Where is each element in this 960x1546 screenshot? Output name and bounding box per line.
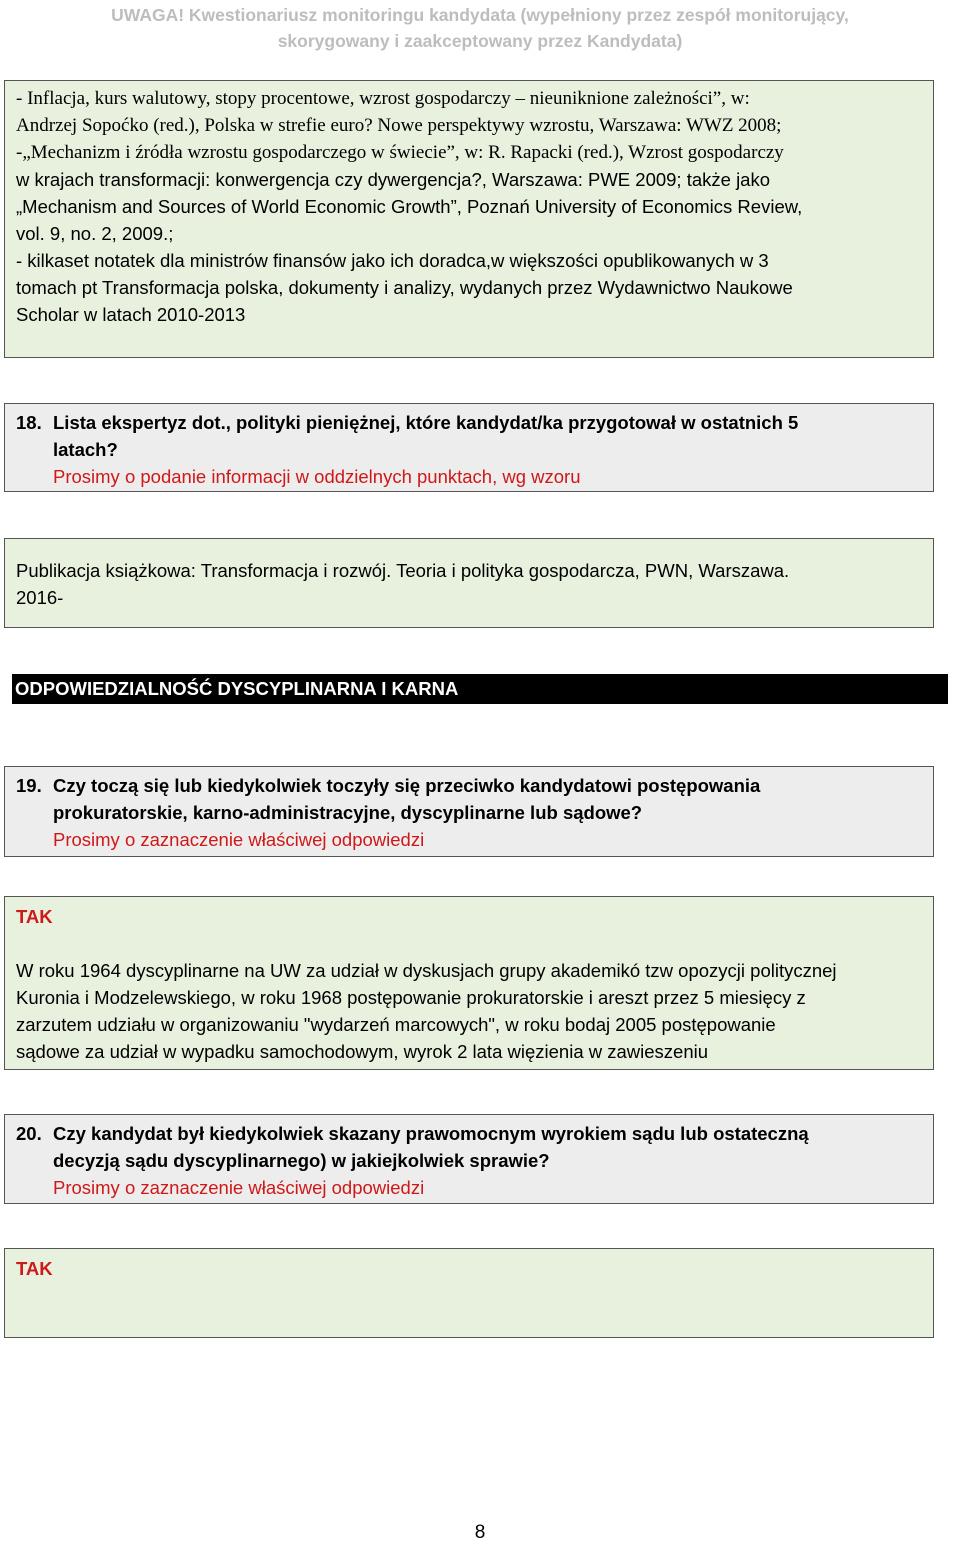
answer-value: TAK [16, 906, 53, 927]
pub-line-7: - kilkaset notatek dla ministrów finansów jako ich doradca,w większości opublikowanych w 3 [16, 250, 769, 271]
answer-20-box [4, 1248, 934, 1338]
pub-line-5: „Mechanism and Sources of World Economic Growth”, Poznań University of Economics Review, [16, 196, 803, 217]
answer-19-box [4, 896, 934, 1070]
answer-line-3: zarzutem udziału w organizowaniu "wydarzeń marcowych", w roku bodaj 2005 postępowanie [16, 1014, 776, 1035]
question-number: 19. [16, 775, 42, 796]
header-line-2: skorygowany i zaakceptowany przez Kandydata) [277, 31, 683, 51]
question-text-2: latach? [53, 439, 118, 460]
publications-answer-box [4, 80, 934, 358]
question-20-box [4, 1114, 934, 1204]
question-18-box [4, 403, 934, 492]
section-banner: ODPOWIEDZIALNOŚĆ DYSCYPLINARNA I KARNA [12, 674, 948, 704]
question-instruction: Prosimy o podanie informacji w oddzielnych punktach, wg wzoru [53, 466, 581, 487]
question-text-1: Czy toczą się lub kiedykolwiek toczyły się przeciwko kandydatowi postępowania [53, 775, 761, 796]
header-line-1: UWAGA! Kwestionariusz monitoringu kandydata (wypełniony przez zespół monitorujący, [111, 5, 849, 25]
question-instruction: Prosimy o zaznaczenie właściwej odpowiedzi [53, 1177, 425, 1198]
page-number: 8 [474, 1522, 486, 1543]
pub-line-8: tomach pt Transformacja polska, dokumenty i analizy, wydanych przez Wydawnictwo Naukowe [16, 277, 793, 298]
question-instruction: Prosimy o zaznaczenie właściwej odpowiedzi [53, 829, 425, 850]
answer-line-2: 2016- [16, 587, 64, 608]
pub-line-1: - Inflacja, kurs walutowy, stopy procentowe, wzrost gospodarczy – nieuniknione zależności”, w: [16, 88, 750, 109]
page-header [0, 2, 960, 54]
question-text-1: Czy kandydat był kiedykolwiek skazany prawomocnym wyrokiem sądu lub ostateczną [53, 1123, 809, 1144]
question-text-2: prokuratorskie, karno-administracyjne, dyscyplinarne lub sądowe? [53, 802, 643, 823]
question-text-2: decyzją sądu dyscyplinarnego) w jakiejkolwiek sprawie? [53, 1150, 550, 1171]
question-19-box [4, 766, 934, 857]
pub-line-4: w krajach transformacji: konwergencja czy dywergencja?, Warszawa: PWE 2009; także jako [16, 169, 771, 190]
answer-line-1: W roku 1964 dyscyplinarne na UW za udział w dyskusjach grupy akademikó tzw opozycji politycznej [16, 960, 837, 981]
pub-line-3: -„Mechanizm i źródła wzrostu gospodarczego w świecie”, w: R. Rapacki (red.), Wzrost gospodarczy [16, 142, 784, 163]
answer-line-2: Kuronia i Modzelewskiego, w roku 1968 postępowanie prokuratorskie i areszt przez 5 miesięcy z [16, 987, 806, 1008]
pub-line-2: Andrzej Sopoćko (red.), Polska w strefie euro? Nowe perspektywy wzrostu, Warszawa: WWZ 2008; [16, 115, 782, 136]
question-number: 20. [16, 1123, 42, 1144]
answer-line-1: Publikacja książkowa: Transformacja i rozwój. Teoria i polityka gospodarcza, PWN, Warszawa. [16, 560, 790, 581]
pub-line-6: vol. 9, no. 2, 2009.; [16, 223, 174, 244]
answer-line-4: sądowe za udział w wypadku samochodowym, wyrok 2 lata więzienia w zawieszeniu [16, 1041, 709, 1062]
answer-18-box [4, 538, 934, 628]
question-text-1: Lista ekspertyz dot., polityki pieniężnej, które kandydat/ka przygotował w ostatnich 5 [53, 412, 799, 433]
question-number: 18. [16, 412, 42, 433]
answer-value: TAK [16, 1258, 53, 1279]
pub-line-9: Scholar w latach 2010-2013 [16, 304, 246, 325]
